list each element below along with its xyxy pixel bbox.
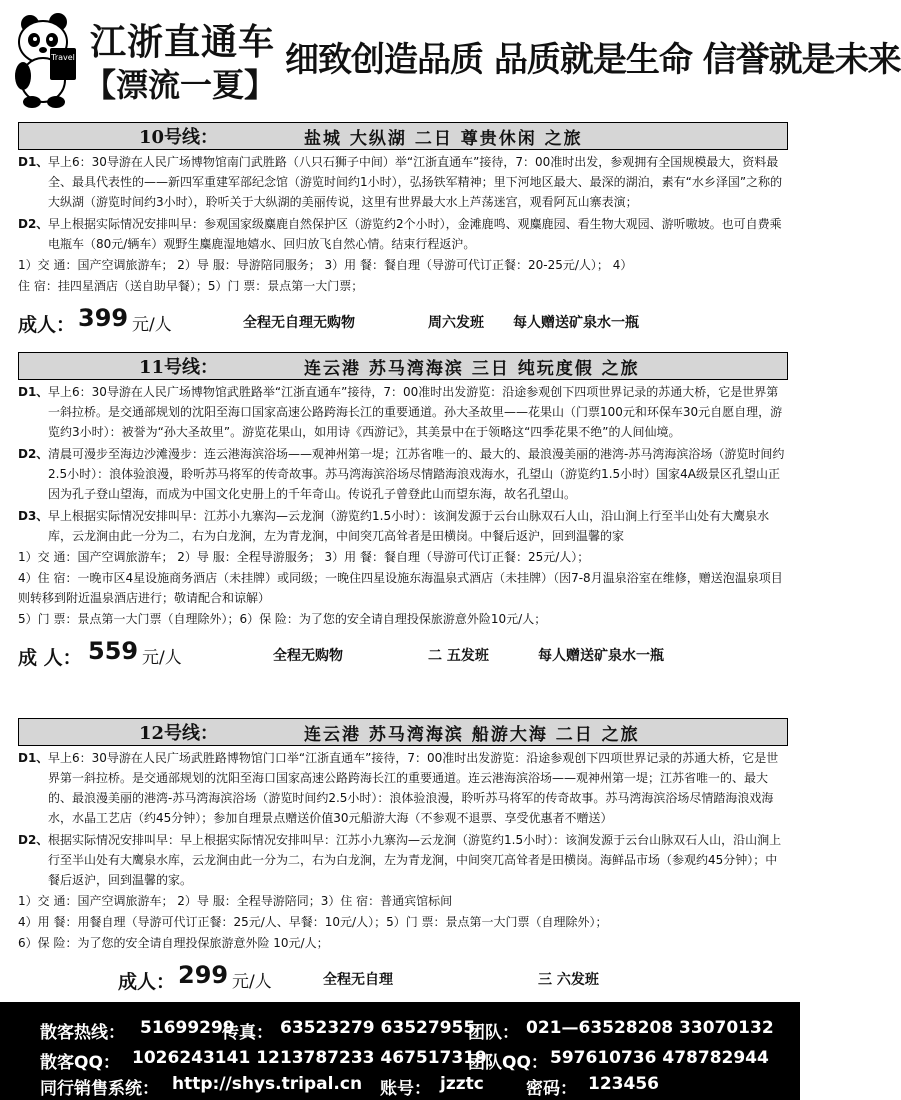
day-label: D1、 [18,385,49,399]
contact-footer [0,1002,800,1100]
gift-note: 每人赠送矿泉水一瓶 [513,315,639,331]
hotline-number[interactable]: 51699299 [140,1018,235,1038]
brand-title: 江浙直通车 [90,22,276,63]
header [0,0,901,118]
itinerary-day [18,152,788,212]
service-info: 4）用 餐：用餐自理（导游可代订正餐：25元/人、早餐：10元/人）；5）门 票：景点第一大门票（自理除外）； [18,915,608,929]
team-qq-label: 团队QQ： [468,1053,548,1073]
itinerary-day [18,506,788,546]
departure-note: 三 六发班 [538,972,599,988]
day-text: 早上6：30导游在人民广场博物馆武胜路举“江浙直通车”接待，7：00准时出发游览：沿途参观创下四项世界记录的苏通大桥，它是世界第一斜拉桥。是交通部规划的沈阳至海口国家高速公路跨海长江的重要通道。孙大圣故里——花果山（门票100元和环保车30元自愿自理，游览约3小时）：被誉为“孙大圣故里”。游览花果山，如用诗《西游记》，其美景中在于领略这“四季花果不绝”的人间仙境。 [48,385,783,439]
account-value: jzztc [440,1074,484,1094]
day-text: 根据实际情况安排叫早：早上根据实际情况安排叫早：江苏小九寨沟—云龙涧（游览约1.5小时）：该涧发源于云台山脉双石人山，沿山涧上行至半山处有大鹰泉水库，云龙涧由此一分为二，右为白龙涧，左为青龙涧，中间突兀高耸者是田横岗。海鲜品市场（参观约45分钟）；中餐后返沪，回到温馨的家。 [48,833,782,887]
day-text: 早上6：30导游在人民广场博物馆南门武胜路（八只石狮子中间）举“江浙直通车”接待，7：00准时出发，参观拥有全国规模最大，资料最全、最具代表性的——新四军重建军部纪念馆（游览时间约1小时），弘扬铁军精神；里下河地区最大、最深的湖泊，素有“水乡泽国”之称的大纵湖（游览时间约3小时），聆听关于大纵湖的美丽传说，这里有世界最大水上芦荡迷宫，观看阿瓦山寨表演； [48,155,783,209]
itinerary-day [18,444,788,504]
day-label: D2、 [18,833,49,847]
price-label: 成人： [18,314,76,336]
day-label: D1、 [18,155,49,169]
service-info: 1）交 通：国产空调旅游车； 2）导 服：全程导游陪同；3）住 宿：普通宾馆标间 [18,894,453,908]
departure-note: 二 五发班 [428,648,489,664]
price-amount: 399 [78,304,129,332]
service-info: 1）交 通：国产空调旅游车； 2）导 服：导游陪同服务； 3）用 餐：餐自理（导游可代订正餐：20-25元/人）； 4） [18,258,633,272]
itinerary-day [18,214,788,254]
team-phone[interactable]: 021—63528208 33070132 [526,1018,774,1038]
price-label: 成 人： [18,647,82,669]
route-name: 连云港 苏马湾海滨 船游大海 二日 之旅 [304,724,640,745]
panda-mascot-icon [8,8,78,108]
service-info: 5）门 票：景点第一大门票（自理除外）；6）保 险：为了您的安全请自理投保旅游意外险10元/人； [18,612,547,626]
hotline-label: 散客热线： [40,1023,125,1043]
service-info: 4）住 宿：一晚市区4星设施商务酒店（未挂牌）或同级；一晚住四星设施东海温泉式酒店（未挂牌）（因7-8月温泉浴室在维修，赠送泡温泉项目则转移到附近温泉酒店进行；敬请配合和谅解） [18,571,783,605]
brand-subtitle: 【漂流一夏】 [84,66,277,104]
team-qq-numbers[interactable]: 597610736 478782944 [550,1048,769,1068]
service-info: 住 宿：挂四星酒店（送自助早餐）；5）门 票：景点第一大门票； [18,279,364,293]
password-label: 密码： [526,1079,577,1099]
price-row [18,304,788,338]
route-name: 盐城 大纵湖 二日 尊贵休闲 之旅 [304,128,583,149]
badge-text: Travel [51,53,75,62]
price-unit: 元/人 [232,972,272,992]
day-text: 早上根据实际情况安排叫早：江苏小九寨沟—云龙涧（游览约1.5小时）：该涧发源于云台山脉双石人山，沿山涧上行至半山处有大鹰泉水库，云龙涧由此一分为二，右为白龙涧，左为青龙涧，中间突兀高耸者是田横岗。中餐后返沪，回到温馨的家 [48,509,770,543]
price-amount: 299 [178,961,229,989]
gift-note: 每人赠送矿泉水一瓶 [538,648,664,664]
price-row [18,637,788,671]
itinerary-day [18,830,788,890]
price-note: 全程无购物 [273,648,343,664]
price-row [18,961,788,995]
team-label: 团队： [468,1023,519,1043]
price-amount: 559 [88,637,139,665]
day-text: 早上6：30导游在人民广场武胜路博物馆门口举“江浙直通车”接待，7：00准时出发游览：沿途参观创下四项世界记录的苏通大桥，它是世界第一斜拉桥。是交通部规划的沈阳至海口国家高速公路跨海长江的重要通道。连云港海滨浴场——观神州第一堤；江苏省唯一的、最大的、最浪漫美丽的港湾-苏马湾海滨浴场（游览时间约2.5小时）：浪体验浪漫，聆听苏马将军的传奇故事。苏马湾海滨浴场尽情踏海浪戏海水，水晶工艺店（约45分钟）；参加自理景点赠送价值30元船游大海（不参观不退票、享受优惠者不赠送） [48,751,779,825]
system-label: 同行销售系统： [40,1079,159,1099]
day-text: 清晨可漫步至海边沙滩漫步：连云港海滨浴场——观神州第一堤；江苏省唯一的、最大的、最浪漫美丽的港湾-苏马湾海滨浴场（游览时间约2.5小时）：浪体验浪漫，聆听苏马将军的传奇故事。苏马湾海滨浴场尽情踏海浪戏海水，孔望山（游览约1.5小时）国家4A级景区孔望山正因为孔子登山望海，而成为中国文化史册上的千年奇山。传说孔子曾登此山而望东海，故名孔望山。 [48,447,785,501]
itinerary-day [18,748,788,828]
day-label: D3、 [18,509,49,523]
route-11 [18,352,788,671]
day-label: D1、 [18,751,49,765]
account-label: 账号： [380,1079,431,1099]
slogan: 细致创造品质 品质就是生命 信誉就是未来 [285,40,901,80]
day-label: D2、 [18,447,49,461]
route-header [18,352,788,380]
price-note: 全程无自理无购物 [243,315,355,331]
route-number: 12号线： [139,723,219,744]
qq-numbers[interactable]: 1026243141 1213787233 467517319 [132,1048,487,1068]
price-label: 成人： [118,971,176,993]
itinerary-day [18,382,788,442]
price-unit: 元/人 [132,315,172,335]
route-header [18,718,788,746]
day-text: 早上根据实际情况安排叫早：参观国家级麋鹿自然保护区（游览约2个小时），金滩鹿鸣、观麋鹿园、看生物大观园、游听嗷坡。也可自费乘电瓶车（80元/辆车）观野生麋鹿湿地嬉水、回归放飞自然心情。结束行程返沪。 [48,217,782,251]
price-unit: 元/人 [142,648,182,668]
route-number: 10号线： [139,127,219,148]
qq-label: 散客QQ： [40,1053,120,1073]
password-value: 123456 [588,1074,659,1094]
system-link[interactable]: http://shys.tripal.cn [172,1074,363,1094]
route-12 [18,718,788,995]
route-name: 连云港 苏马湾海滨 三日 纯玩度假 之旅 [304,358,640,379]
price-note: 全程无自理 [323,972,393,988]
fax-number[interactable]: 63523279 63527955 [280,1018,476,1038]
service-info: 1）交 通：国产空调旅游车； 2）导 服：全程导游服务； 3）用 餐：餐自理（导游可代订正餐：25元/人）； [18,550,590,564]
departure-note: 周六发班 [428,315,484,331]
route-10 [18,122,788,338]
day-label: D2、 [18,217,49,231]
route-number: 11号线： [139,357,219,378]
service-info: 6）保 险：为了您的安全请自理投保旅游意外险 10元/人； [18,936,329,950]
route-header [18,122,788,150]
fax-label: 传真： [222,1023,273,1043]
